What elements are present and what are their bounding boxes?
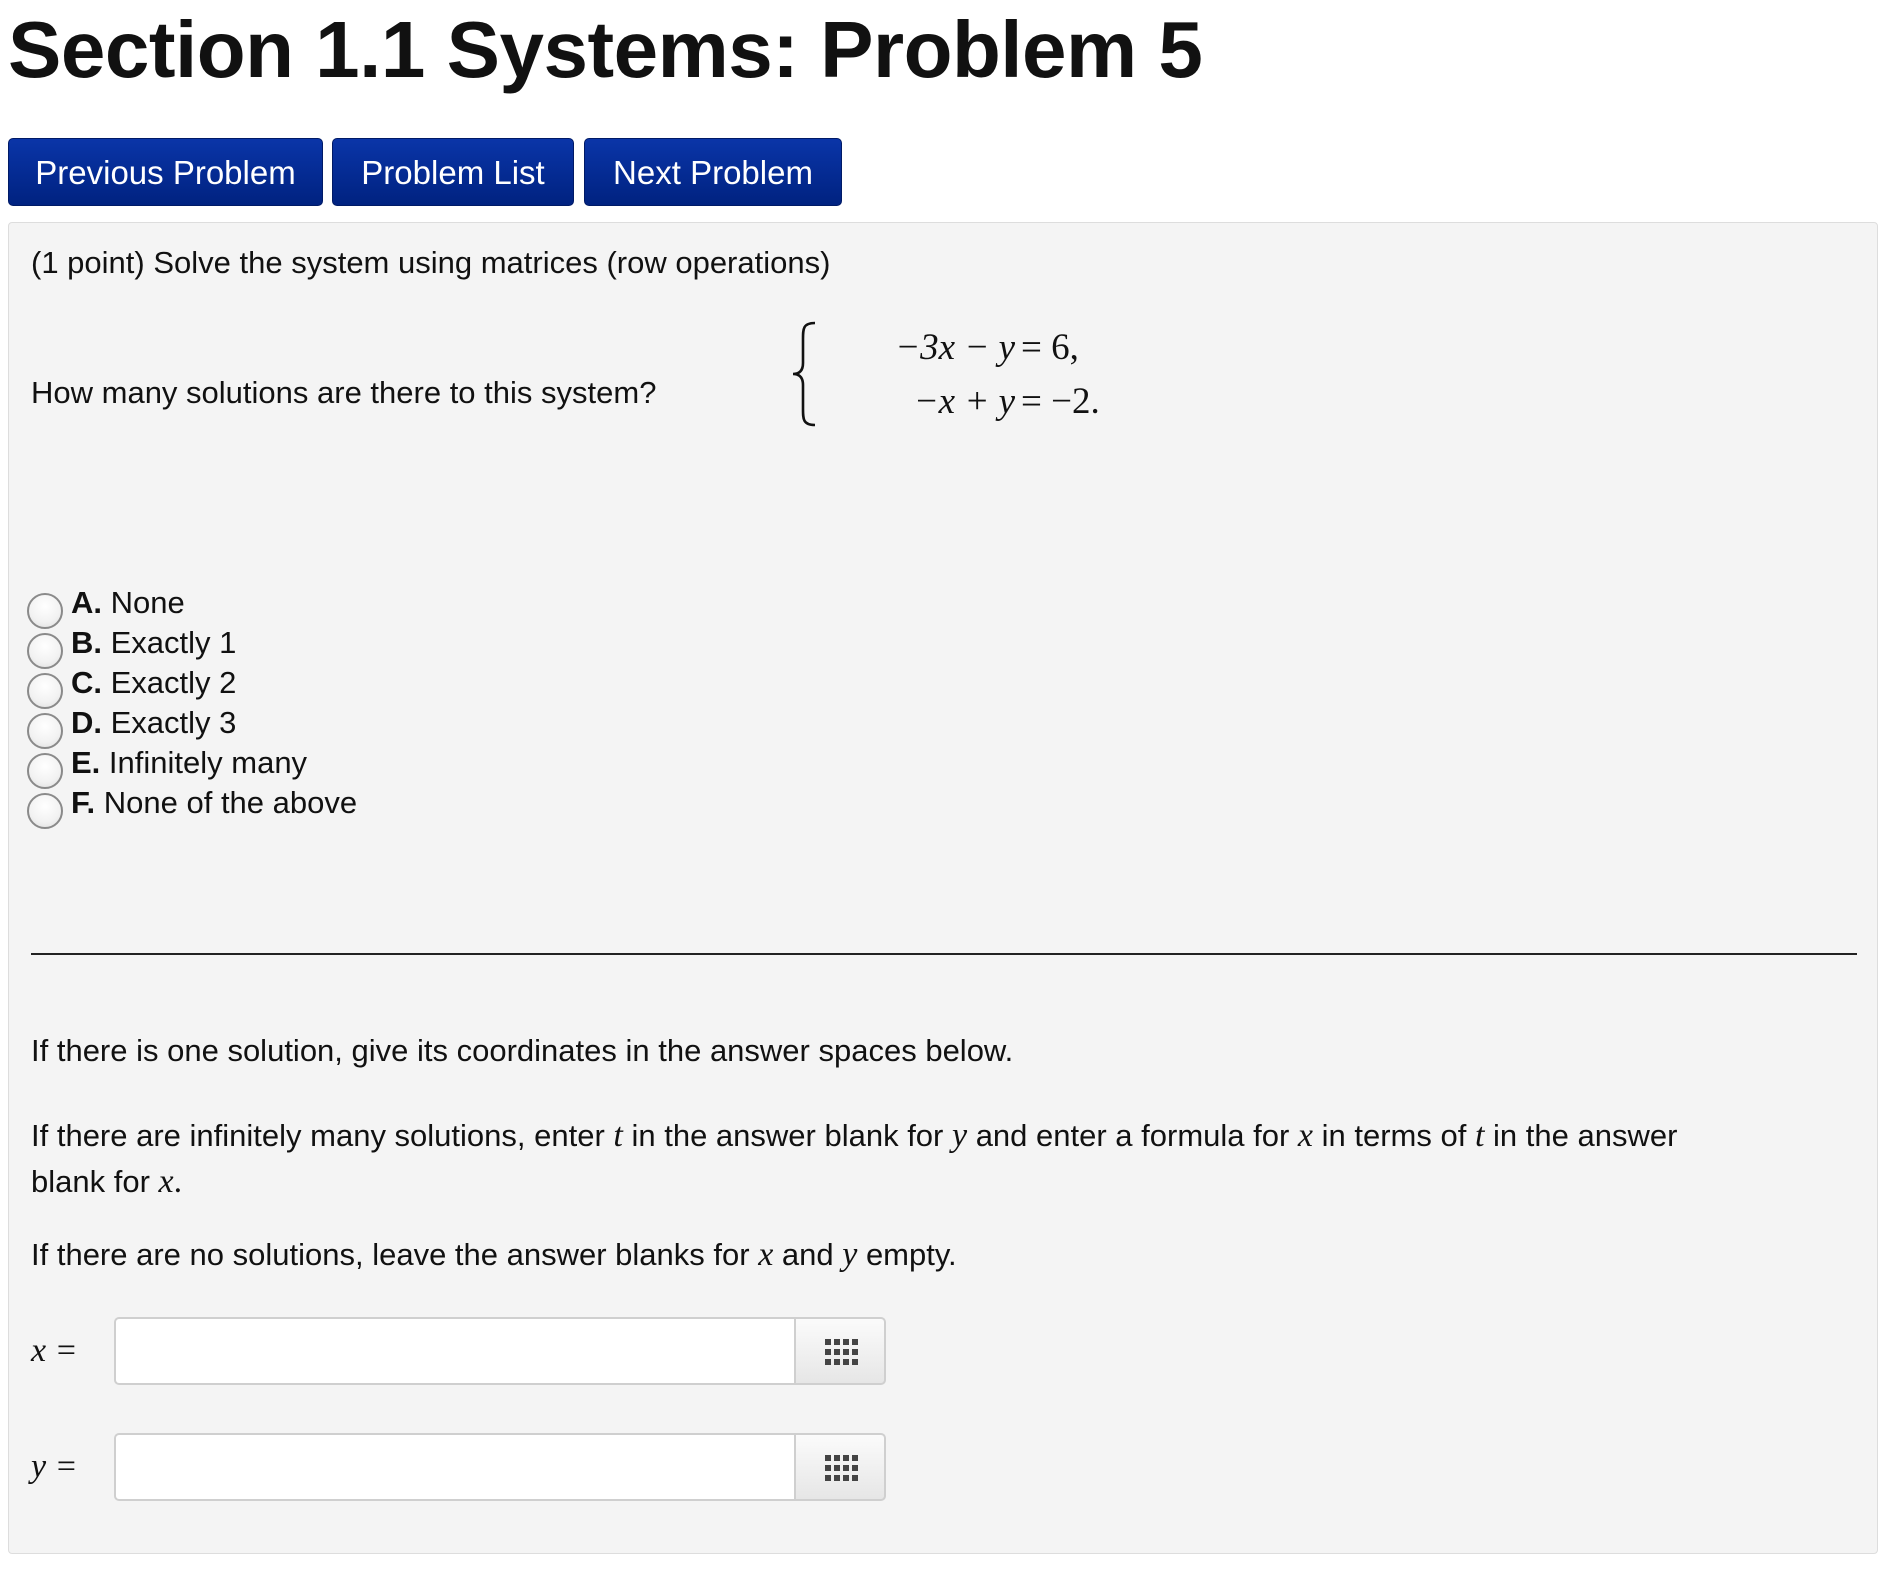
choice-c-label[interactable] bbox=[71, 663, 236, 703]
math-var-x: x bbox=[1297, 1117, 1314, 1154]
choice-text: None bbox=[110, 585, 185, 620]
choice-letter: B. bbox=[71, 625, 102, 660]
choice-letter: D. bbox=[71, 705, 102, 740]
equation-1-rhs: = 6, bbox=[1021, 327, 1079, 368]
choice-list bbox=[27, 583, 627, 883]
section-divider bbox=[31, 953, 1857, 955]
choice-letter: E. bbox=[71, 745, 101, 780]
math-var-x: x bbox=[758, 1236, 774, 1273]
choice-f-radio[interactable] bbox=[27, 793, 63, 829]
answer-y-label: y = bbox=[31, 1448, 78, 1485]
equation-1-lhs: −3x − y bbox=[895, 327, 1015, 368]
math-var-x: x bbox=[158, 1163, 174, 1200]
choice-text: Exactly 1 bbox=[110, 625, 237, 660]
instruction-one-solution: If there is one solution, give its coordinates in the answer spaces below. bbox=[31, 1033, 1014, 1068]
instruction-text: in terms of bbox=[1313, 1118, 1475, 1153]
choice-letter: F. bbox=[71, 785, 96, 820]
answer-y-input[interactable] bbox=[114, 1433, 794, 1501]
equation-2-rhs: = −2. bbox=[1021, 381, 1100, 422]
equation-row-1 bbox=[825, 323, 1155, 373]
instruction-no-solutions bbox=[31, 1237, 957, 1273]
choice-a-label[interactable] bbox=[71, 583, 185, 623]
answer-x-input[interactable] bbox=[114, 1317, 794, 1385]
equation-2-lhs: −x + y bbox=[913, 381, 1015, 422]
instruction-text: and enter a formula for bbox=[967, 1118, 1298, 1153]
equation-row-2 bbox=[825, 377, 1155, 427]
math-var-y: y bbox=[951, 1117, 968, 1154]
page-title: Section 1.1 Systems: Problem 5 bbox=[8, 5, 1203, 94]
grid-icon bbox=[825, 1339, 859, 1367]
problem-intro: (1 point) Solve the system using matrices (row operations) bbox=[31, 245, 831, 280]
instruction-text: If there are no solutions, leave the answer blanks for bbox=[31, 1237, 759, 1272]
question-text: How many solutions are there to this system? bbox=[31, 375, 657, 410]
choice-text: Exactly 2 bbox=[110, 665, 237, 700]
answer-x-row bbox=[27, 1317, 927, 1385]
choice-e-label[interactable] bbox=[71, 743, 307, 783]
answer-x-label: x = bbox=[31, 1332, 78, 1369]
instruction-text: . bbox=[173, 1163, 183, 1200]
choice-letter: C. bbox=[71, 665, 102, 700]
choice-letter: A. bbox=[71, 585, 102, 620]
instruction-text: in the answer blank for bbox=[622, 1118, 952, 1153]
choice-f-label[interactable] bbox=[71, 783, 357, 823]
instruction-text: blank for bbox=[31, 1164, 159, 1199]
answer-y-row bbox=[27, 1433, 927, 1501]
instruction-text: in the answer bbox=[1484, 1118, 1678, 1153]
instruction-text: and bbox=[773, 1237, 843, 1272]
problem-panel bbox=[8, 222, 1878, 1554]
choice-b-label[interactable] bbox=[71, 623, 236, 663]
math-var-t: t bbox=[613, 1117, 623, 1154]
instruction-infinite-solutions bbox=[31, 1113, 1831, 1205]
problem-list-button[interactable]: Problem List bbox=[332, 138, 574, 206]
previous-problem-button[interactable]: Previous Problem bbox=[8, 138, 323, 206]
instruction-text: If there are infinitely many solutions, enter bbox=[31, 1118, 614, 1153]
equation-editor-button-x[interactable] bbox=[794, 1317, 886, 1385]
equation-editor-button-y[interactable] bbox=[794, 1433, 886, 1501]
choice-d-label[interactable] bbox=[71, 703, 236, 743]
choice-text: Infinitely many bbox=[108, 745, 308, 780]
math-var-t: t bbox=[1474, 1117, 1485, 1154]
choice-text: None of the above bbox=[103, 785, 358, 820]
next-problem-button[interactable]: Next Problem bbox=[584, 138, 842, 206]
grid-icon bbox=[825, 1455, 859, 1483]
instruction-text: empty. bbox=[857, 1237, 957, 1272]
choice-f[interactable] bbox=[27, 783, 627, 831]
math-var-y: y bbox=[842, 1236, 858, 1273]
equation-system bbox=[789, 319, 1119, 429]
choice-text: Exactly 3 bbox=[110, 705, 237, 740]
